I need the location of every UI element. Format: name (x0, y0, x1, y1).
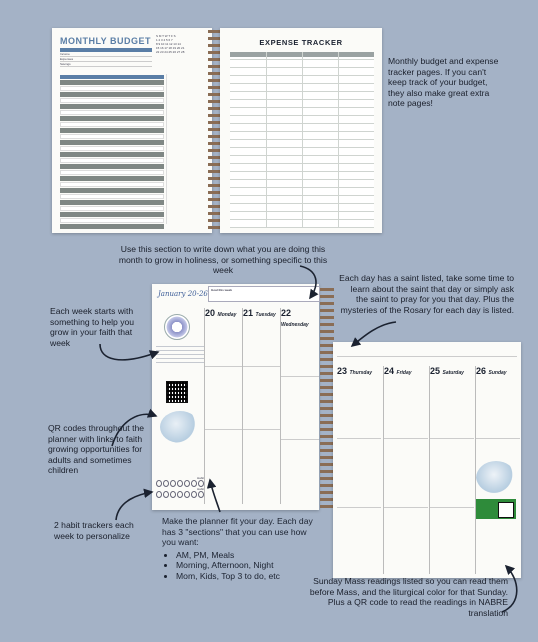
day-name: Friday (396, 370, 412, 376)
day-number: 25 (430, 366, 441, 376)
arrow (100, 344, 158, 360)
expenses-label: Expenses (60, 57, 152, 62)
arrow (502, 566, 517, 612)
day-number: 24 (384, 366, 395, 376)
day-name: Saturday (442, 370, 464, 376)
calendar-row: 8 9 10 11 12 13 14 (156, 42, 181, 46)
arrow (352, 322, 396, 346)
savings-label: Savings (60, 62, 152, 67)
mass-note: Sunday Mass readings listed so you can read them before Mass, and the liturgical color for that Sunday. Plus a QR code to read the readings in NABRE translation (309, 576, 508, 618)
arrow (112, 414, 156, 446)
calendar-row: 22 23 24 25 26 27 28 (156, 50, 185, 54)
calendar-row: 1 2 3 4 5 6 7 (156, 38, 173, 42)
section-note: Use this section to write down what you are doing this month to grow in holiness, or something specific to this week (118, 244, 328, 275)
day-name: Thursday (349, 370, 373, 376)
expense-title: EXPENSE TRACKER (259, 38, 343, 47)
day-number: 21 (243, 308, 254, 318)
day-number: 23 (337, 366, 348, 376)
income-label: Income (60, 52, 152, 57)
day-number: 22 (281, 308, 292, 318)
day-name: Wednesday (281, 322, 309, 328)
week-title: January 20-26 (158, 290, 208, 298)
calendar-row: S M T W T F S (156, 34, 176, 38)
day-name: Sunday (488, 370, 507, 376)
habit-note: 2 habit trackers each week to personalize (54, 520, 134, 541)
budget-note: Monthly budget and expense tracker pages. If you can't keep track of your budget, they also make great extra note pages! (388, 56, 499, 108)
arrow (300, 266, 316, 298)
habit-label: Habit (196, 476, 204, 480)
qr-note: QR codes throughout the planner with links to faith growing opportunities for adults and sometimes children (48, 423, 145, 475)
day-number: 20 (205, 308, 216, 318)
budget-title: MONTHLY BUDGET (60, 36, 152, 46)
sections-item: • Morning, Afternoon, Night (176, 560, 322, 571)
sections-item: • Mom, Kids, Top 3 to do, etc (176, 571, 322, 582)
goal-header: Goal this week (211, 288, 233, 292)
arrow (116, 492, 152, 520)
week-start-note: Each week starts with something to help you grow in your faith that week (50, 306, 135, 348)
day-name: Monday (217, 312, 237, 318)
arrow (210, 480, 220, 512)
sections-item: • AM, PM, Meals (176, 550, 322, 561)
day-number: 26 (476, 366, 487, 376)
sections-intro: Make the planner fit your day. Each day has 3 "sections" that you can use how you want: (162, 516, 313, 547)
calendar-row: 15 16 17 18 19 20 21 (156, 46, 185, 50)
saint-note: Each day has a saint listed, take some time to learn about the saint that day or simply ask the saint to pray for you that day. Plus the mysteries of the Rosary for each day is listed. (339, 273, 514, 315)
day-name: Tuesday (255, 312, 276, 318)
habit-label: Habit (196, 487, 204, 491)
